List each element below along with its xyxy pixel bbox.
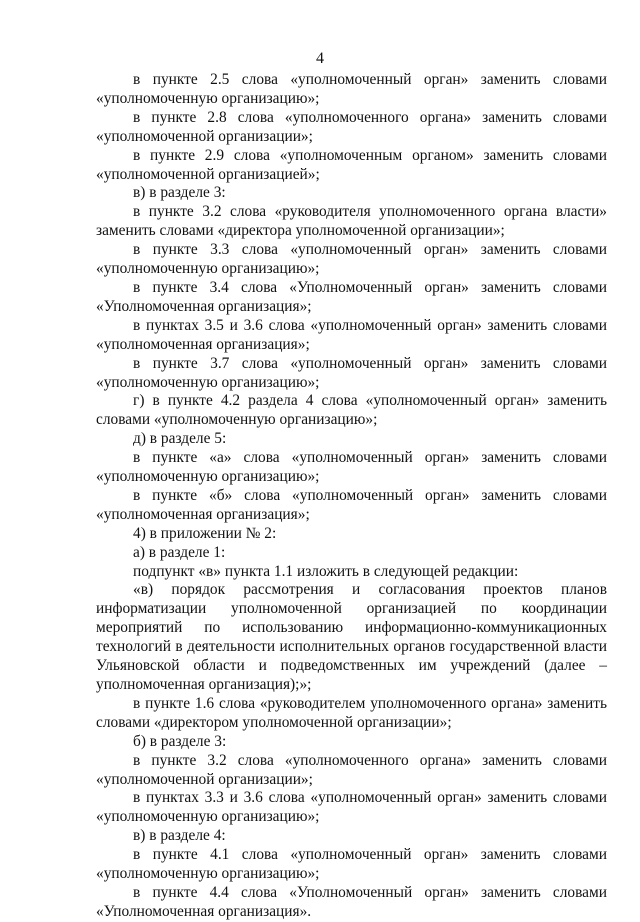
paragraph: в пункте 3.2 слова «уполномоченного органа» заменить словами «уполномоченной организации»;	[96, 751, 607, 788]
paragraph: д) в разделе 5:	[133, 430, 227, 448]
page-number: 4	[316, 50, 324, 67]
paragraph: в пункте 4.4 слова «Уполномоченный орган» заменить словами «Уполномоченная организация».	[96, 883, 607, 920]
paragraph: б) в разделе 3:	[133, 732, 227, 750]
paragraph: г) в пункте 4.2 раздела 4 слова «уполномоченный орган» заменить словами «уполномоченную организацию»;	[96, 392, 607, 429]
paragraph: в пункте 2.9 слова «уполномоченным органом» заменить словами «уполномоченной организацией»;	[96, 146, 607, 183]
quoted-paragraph: «в) порядок рассмотрения и согласования проектов планов информатизации уполномоченной организацией по координации мероприятий по использованию информационно-коммуникационных технологий в деятельности исполнительных органов государственной власти Ульяновской области и подведомственных им учреждений (далее – уполномоченная организация);»;	[96, 581, 607, 693]
paragraph: 4) в приложении № 2:	[133, 524, 277, 542]
paragraph: в пункте 2.8 слова «уполномоченного органа» заменить словами «уполномоченной организации»;	[96, 108, 607, 145]
paragraph: в пункте 1.6 слова «руководителем уполномоченного органа» заменить словами «директором уполномоченной организации»;	[96, 694, 607, 731]
paragraph: в пункте 2.5 слова «уполномоченный орган» заменить словами «уполномоченную организацию»;	[96, 71, 607, 107]
paragraph: в пункте 3.7 слова «уполномоченный орган» заменить словами «уполномоченную организацию»;	[96, 354, 607, 391]
paragraph: в пунктах 3.5 и 3.6 слова «уполномоченный орган» заменить словами «уполномоченная организация»;	[96, 316, 607, 353]
paragraph: подпункт «в» пункта 1.1 изложить в следующей редакции:	[133, 562, 519, 580]
paragraph: в пунктах 3.3 и 3.6 слова «уполномоченный орган» заменить словами «уполномоченную организацию»;	[96, 789, 607, 826]
paragraph: в пункте 3.4 слова «Уполномоченный орган» заменить словами «Уполномоченная организация»;	[96, 278, 607, 315]
paragraph: в) в разделе 4:	[133, 827, 226, 845]
document-body	[96, 71, 607, 922]
paragraph: в пункте 3.2 слова «руководителя уполномоченного органа власти» заменить словами «директора уполномоченной организации»;	[96, 203, 607, 240]
paragraph: в пункте 4.1 слова «уполномоченный орган» заменить словами «уполномоченную организацию»;	[96, 846, 607, 883]
paragraph: в пункте «а» слова «уполномоченный орган» заменить словами «уполномоченную организацию»;	[96, 449, 607, 486]
paragraph: в пункте 3.3 слова «уполномоченный орган» заменить словами «уполномоченную организацию»;	[96, 241, 607, 278]
paragraph: в пункте «б» слова «уполномоченный орган» заменить словами «уполномоченная организация»;	[96, 486, 607, 523]
paragraph: в) в разделе 3:	[133, 184, 226, 202]
paragraph: а) в разделе 1:	[133, 543, 226, 561]
